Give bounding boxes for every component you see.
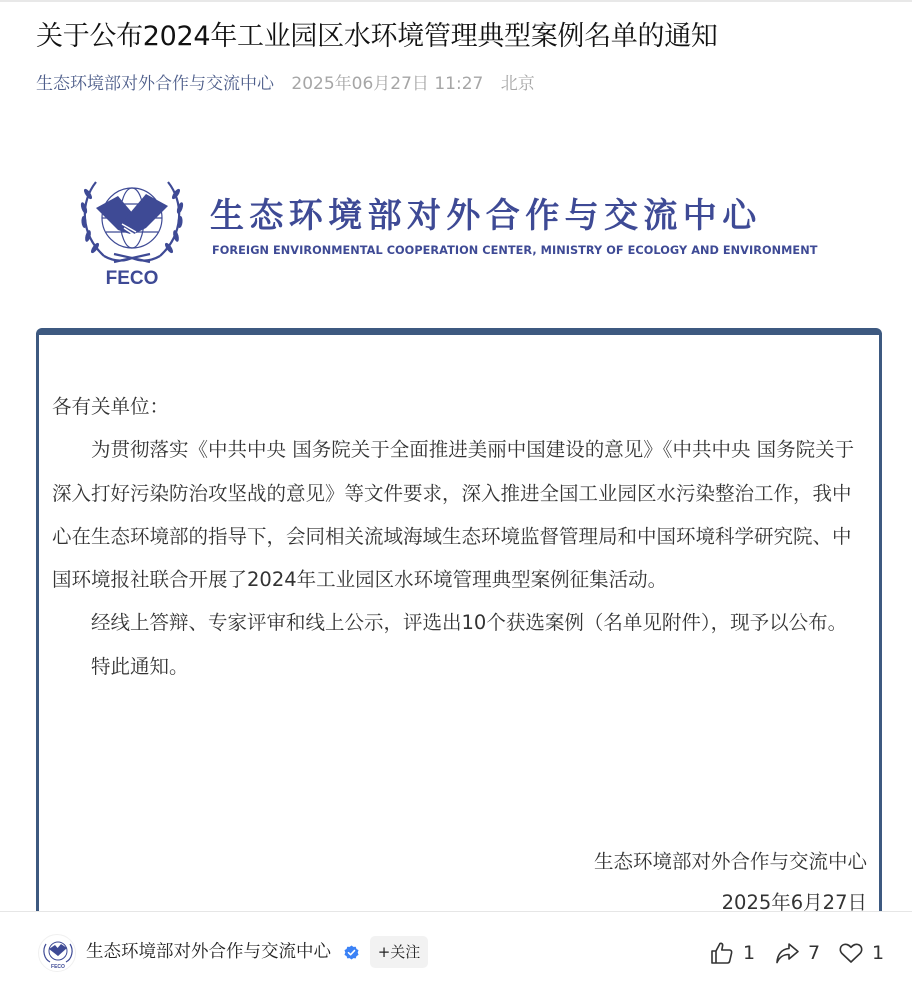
thumbs-up-icon [709, 940, 735, 966]
feco-emblem-icon [74, 172, 190, 288]
notice-paragraph: 为贯彻落实《中共中央 国务院关于全面推进美丽中国建设的意见》《中共中央 国务院关于深入打好污染防治攻坚战的意见》等文件要求，深入推进全国工业园区水污染整治工作，我中心在生态环境部的指导下，会同相关流域海域生态环境监督管理局和中国环境科学研究院、中国环境报社联合开展了2024年工业园区水环境管理典型案例征集活动。 [52, 438, 855, 592]
author-link[interactable]: 生态环境部对外合作与交流中心 [36, 74, 274, 94]
publish-time: 2025年06月27日 11:27 [291, 74, 484, 94]
follow-button[interactable]: +关注 [370, 936, 428, 968]
notice-paragraph: 经线上答辩、专家评审和线上公示，评选出10个获选案例（名单见附件），现予以公布。 [91, 611, 848, 635]
verified-badge-icon [344, 945, 359, 960]
account-name[interactable]: 生态环境部对外合作与交流中心 [86, 942, 331, 962]
article-title: 关于公布2024年工业园区水环境管理典型案例名单的通知 [36, 21, 718, 52]
like-count: 1 [743, 942, 756, 964]
account-avatar[interactable] [38, 934, 76, 972]
notice-paragraph: 特此通知。 [91, 654, 189, 678]
svg-text:FECO: FECO [105, 268, 159, 288]
svg-text:FECO: FECO [51, 964, 65, 970]
like-button[interactable] [709, 938, 755, 968]
location: 北京 [500, 74, 535, 94]
bottom-action-bar [0, 911, 912, 990]
banner-org-name-en: FOREIGN ENVIRONMENTAL COOPERATION CENTER, MINISTRY OF ECOLOGY AND ENVIRONMENT [212, 244, 818, 257]
favorite-count: 1 [872, 942, 885, 964]
salutation: 各有关单位： [52, 395, 170, 418]
share-button[interactable] [774, 938, 820, 968]
org-banner-image [74, 172, 818, 290]
notice-box [36, 328, 882, 911]
signature-org: 生态环境部对外合作与交流中心 [593, 850, 867, 873]
share-arrow-icon [774, 940, 800, 966]
share-count: 7 [808, 942, 821, 964]
banner-org-name-cn: 生态环境部对外合作与交流中心 [210, 196, 762, 236]
heart-icon [838, 940, 864, 966]
article-meta [36, 71, 535, 97]
favorite-button[interactable] [838, 938, 884, 968]
notice-body [52, 385, 870, 688]
feco-avatar-icon [39, 935, 76, 972]
signature-date: 2025年6月27日 [721, 891, 867, 911]
